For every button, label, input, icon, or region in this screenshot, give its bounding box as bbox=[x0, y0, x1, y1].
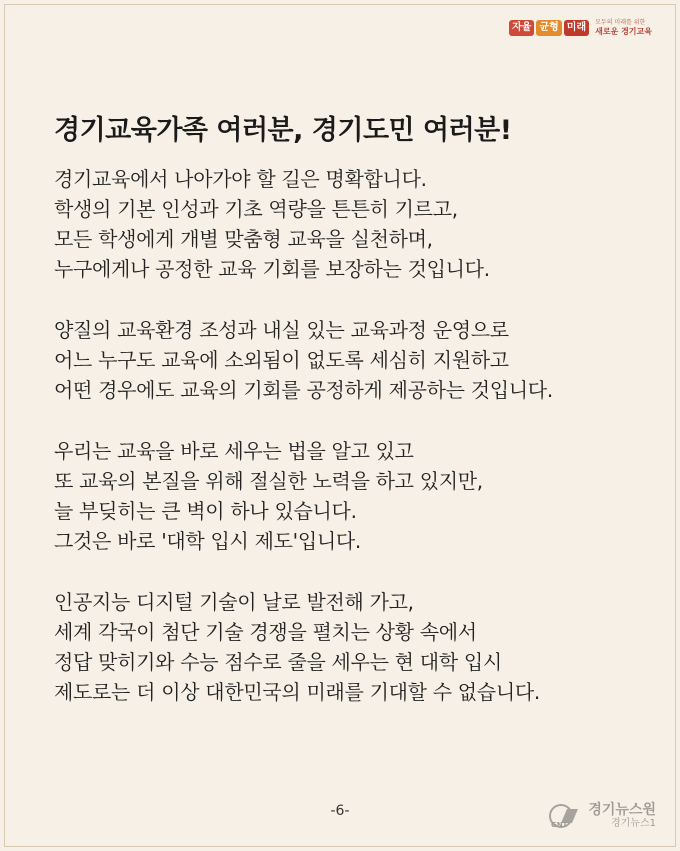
watermark-logo-icon bbox=[548, 803, 584, 829]
paragraph-line: 모든 학생에게 개별 맞춤형 교육을 실천하며, bbox=[54, 227, 433, 251]
paragraph bbox=[54, 164, 644, 284]
paragraph-line: 양질의 교육환경 조성과 내실 있는 교육과정 운영으로 bbox=[54, 318, 509, 342]
paragraph-line: 제도로는 더 이상 대한민국의 미래를 기대할 수 없습니다. bbox=[54, 680, 540, 704]
paragraph-line: 우리는 교육을 바로 세우는 법을 알고 있고 bbox=[54, 439, 414, 463]
paragraph-line: 어떤 경우에도 교육의 기회를 공정하게 제공하는 것입니다. bbox=[54, 378, 553, 402]
watermark-logo-letters: GNT bbox=[551, 821, 568, 829]
brand-tagline: 모두의 미래를 위한 bbox=[595, 19, 646, 26]
paragraph-line: 늘 부딪히는 큰 벽이 하나 있습니다. bbox=[54, 499, 357, 523]
paragraph-line: 정답 맞히기와 수능 점수로 줄을 세우는 현 대학 입시 bbox=[54, 650, 502, 674]
paragraph-line: 인공지능 디지털 기술이 날로 발전해 가고, bbox=[54, 590, 414, 614]
paragraph-line: 누구에게나 공정한 교육 기회를 보장하는 것입니다. bbox=[54, 257, 490, 281]
paragraph-line: 학생의 기본 인성과 기초 역량을 튼튼히 기르고, bbox=[54, 197, 458, 221]
paragraph bbox=[54, 436, 644, 556]
paragraph bbox=[54, 315, 644, 405]
watermark-subtitle: 경기뉴스1 bbox=[610, 818, 656, 829]
watermark-text bbox=[588, 803, 656, 829]
watermark bbox=[548, 803, 656, 829]
brand-text bbox=[595, 20, 652, 36]
paragraph-line: 세계 각국이 첨단 기술 경쟁을 펼치는 상황 속에서 bbox=[54, 620, 477, 644]
paragraph-line: 어느 누구도 교육에 소외됨이 없도록 세심히 지원하고 bbox=[54, 348, 509, 372]
brand-logo bbox=[509, 20, 652, 36]
letter-body bbox=[54, 164, 644, 738]
watermark-title: 경기뉴스원 bbox=[588, 802, 656, 818]
page-heading: 경기교육가족 여러분, 경기도민 여러분! bbox=[54, 115, 512, 146]
paragraph-line: 또 교육의 본질을 위해 절실한 노력을 하고 있지만, bbox=[54, 469, 483, 493]
paragraph-line: 경기교육에서 나아가야 할 길은 명확합니다. bbox=[54, 167, 427, 191]
paragraph-line: 그것은 바로 '대학 입시 제도'입니다. bbox=[54, 529, 361, 553]
brand-pill-future: 미래 bbox=[564, 20, 589, 36]
brand-pills bbox=[509, 20, 589, 36]
brand-title: 새로운 경기교육 bbox=[595, 27, 652, 36]
paragraph bbox=[54, 587, 644, 707]
brand-pill-balance: 균형 bbox=[536, 20, 561, 36]
brand-pill-autonomy: 자율 bbox=[509, 20, 534, 36]
page-number: -6- bbox=[330, 803, 350, 819]
